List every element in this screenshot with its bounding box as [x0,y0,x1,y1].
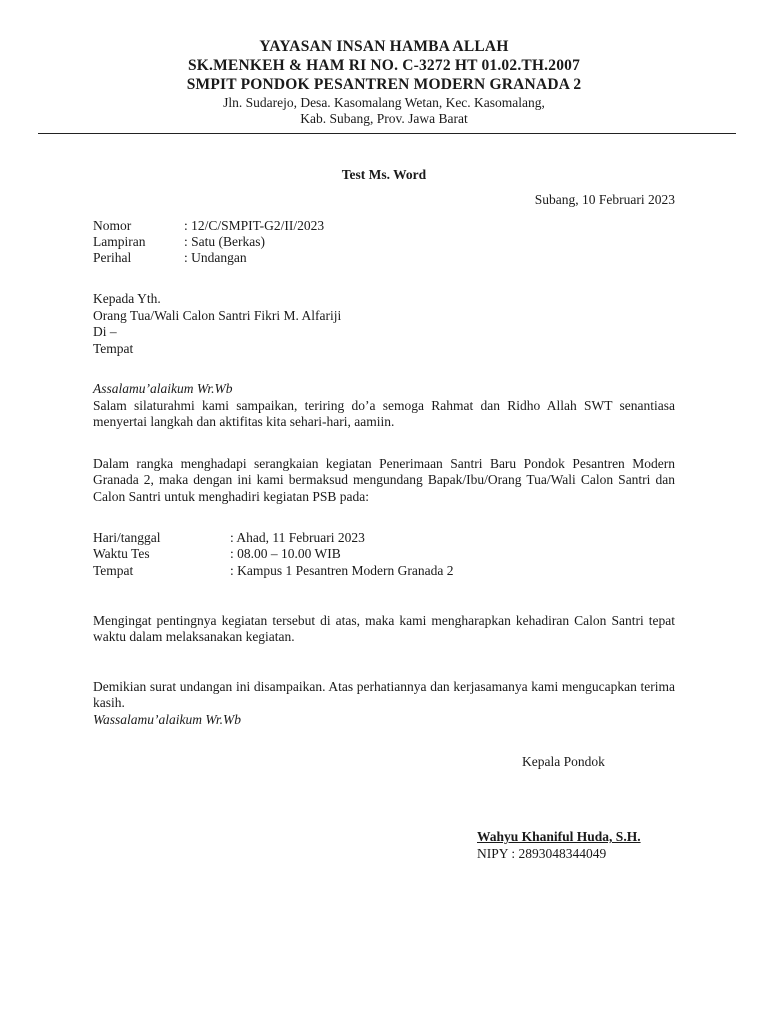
letterhead-school: SMPIT PONDOK PESANTREN MODERN GRANADA 2 [186,76,582,93]
letterhead-foundation: YAYASAN INSAN HAMBA ALLAH [259,38,509,55]
recipient-line-4: Tempat [93,341,134,356]
schedule-value-time: : 08.00 – 10.00 WIB [230,546,341,561]
paragraph-invitation: Dalam rangka menghadapi serangkaian kegiatan Penerimaan Santri Baru Pondok Pesantren Modern Granada 2, maka dengan ini kami bermaksud mengundang Bapak/Ibu/Orang Tua/Wali Calon Santri dan Calon Santri untuk menghadiri kegiatan PSB pada: [93,456,675,504]
letterhead-decree: SK.MENKEH & HAM RI NO. C-3272 HT 01.02.TH.2007 [187,57,581,74]
closing-salutation: Wassalamu’alaikum Wr.Wb [93,712,242,727]
paragraph-reminder: Mengingat pentingnya kegiatan tersebut di atas, maka kami mengharapkan kehadiran Calon Santri tepat waktu dalam melaksanakan kegiatan. [93,613,675,645]
recipient-line-3: Di – [93,324,117,339]
schedule-label-date: Hari/tanggal [93,530,161,545]
schedule-label-time: Waktu Tes [93,546,150,561]
signature-position: Kepala Pondok [522,754,605,769]
meta-value-nomor: : 12/C/SMPIT-G2/II/2023 [184,218,325,233]
letterhead-address-2: Kab. Subang, Prov. Jawa Barat [300,111,468,126]
doc-title: Test Ms. Word [341,167,427,182]
place-date: Subang, 10 Februari 2023 [534,192,675,207]
schedule-value-place: : Kampus 1 Pesantren Modern Granada 2 [230,563,454,578]
meta-value-perihal: : Undangan [184,250,247,265]
schedule-value-date: : Ahad, 11 Februari 2023 [230,530,365,545]
recipient-line-2: Orang Tua/Wali Calon Santri Fikri M. Alfariji [93,308,342,323]
meta-label-nomor: Nomor [93,218,132,233]
signature-name: Wahyu Khaniful Huda, S.H. [477,829,641,844]
greeting: Assalamu’alaikum Wr.Wb [93,381,233,396]
letterhead-divider [38,133,736,134]
letterhead-address-1: Jln. Sudarejo, Desa. Kasomalang Wetan, Kec. Kasomalang, [223,95,545,110]
recipient-line-1: Kepada Yth. [93,291,161,306]
schedule-label-place: Tempat [93,563,134,578]
meta-label-lampiran: Lampiran [93,234,146,249]
meta-value-lampiran: : Satu (Berkas) [184,234,265,249]
meta-label-perihal: Perihal [93,250,132,265]
paragraph-opening: Salam silaturahmi kami sampaikan, teriring do’a semoga Rahmat dan Ridho Allah SWT senantiasa menyertai langkah dan aktifitas kita sehari-hari, aamiin. [93,398,675,430]
signature-nipy: NIPY : 2893048344049 [477,846,607,861]
paragraph-closing: Demikian surat undangan ini disampaikan. Atas perhatiannya dan kerjasamanya kami mengucapkan terima kasih. [93,679,675,711]
